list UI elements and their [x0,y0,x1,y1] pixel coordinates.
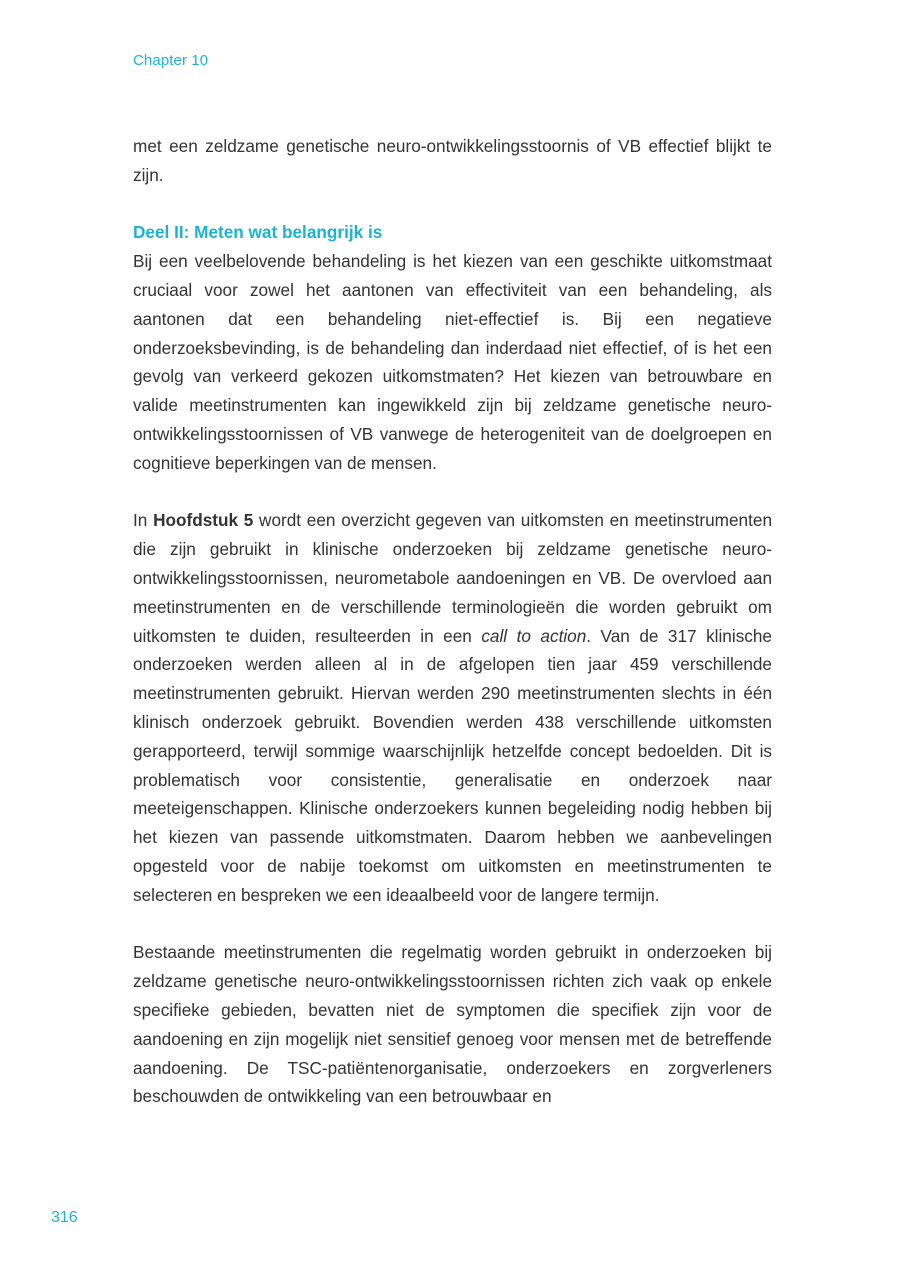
text-run: In [133,510,154,531]
paragraph-spacer [133,478,772,507]
section-heading: Deel II: Meten wat belangrijk is [133,222,383,243]
chapter-reference: Hoofdstuk 5 [153,510,254,531]
paragraph-bestaande: Bestaande meetinstrumenten die regelmatig worden gebruikt in onderzoeken bij zeldzame genetische neuro-ontwikkelingsstoornissen richten zich vaak op enkele specifieke gebieden, bevatten niet de symptomen die specifiek zijn voor de aandoening en zijn mogelijk niet sensitief genoeg voor mensen met de betreffende aandoening. De TSC-patiëntenorganisatie, onderzoekers en zorgverleners beschouwden de ontwikkeling van een betrouwbaar en [133,942,772,1107]
text-run: wordt een overzicht gegeven van uitkomsten en meetinstrumenten die zijn gebruikt in klinische onderzoeken bij zeldzame genetische neuro-ontwikkelingsstoornissen, neurometabole aandoeningen en VB. De overvloed aan meetinstrumenten en de verschillende terminologieën die worden gebruikt om uitkomsten te duiden, resulteerden in een [133,510,773,646]
page-number: 316 [51,1209,78,1226]
paragraph-spacer [133,910,772,939]
text-run: . Van de 317 klinische onderzoeken werden alleen al in de afgelopen tien jaar 459 verschillende meetinstrumenten gebruikt. Hiervan werden 290 meetinstrumenten slechts in één klinisch onderzoek gebruikt. Bovendien werden 438 verschillende uitkomsten gerapporteerd, terwijl sommige waarschijnlijk hetzelfde concept bedoelden. Dit is problematisch voor consistentie, generalisatie en onderzoek naar meeteigenschappen. Klinische onderzoekers kunnen begeleiding nodig hebben bij het kiezen van passende uitkomstmaten. Daarom hebben we aanbevelingen opgesteld voor de nabije toekomst om uitkomsten en meetinstrumenten te selecteren en bespreken we een ideaalbeeld voor de langere termijn. [133,625,772,905]
page-body [133,132,772,1111]
section-paragraph: Bij een veelbelovende behandeling is het kiezen van een geschikte uitkomstmaat cruciaal voor zowel het aantonen van effectiviteit van een behandeling, als aantonen dat een behandeling niet-effectief is. Bij een negatieve onderzoeksbevinding, is de behandeling dan inderdaad niet effectief, of is het een gevolg van verkeerd gekozen uitkomstmaten? Het kiezen van betrouwbare en valide meetinstrumenten kan ingewikkeld zijn bij zeldzame genetische neuro-ontwikkelingsstoornissen of VB vanwege de heterogeniteit van de doelgroepen en cognitieve beperkingen van de mensen. [133,251,772,473]
paragraph-hoofdstuk-5 [133,506,772,909]
paragraph-continuation: met een zeldzame genetische neuro-ontwikkelingsstoornis of VB effectief blijkt te zijn. [133,136,772,185]
italic-phrase: call to action [481,625,587,646]
paragraph-spacer [133,190,772,219]
running-header-chapter: Chapter 10 [133,52,209,69]
